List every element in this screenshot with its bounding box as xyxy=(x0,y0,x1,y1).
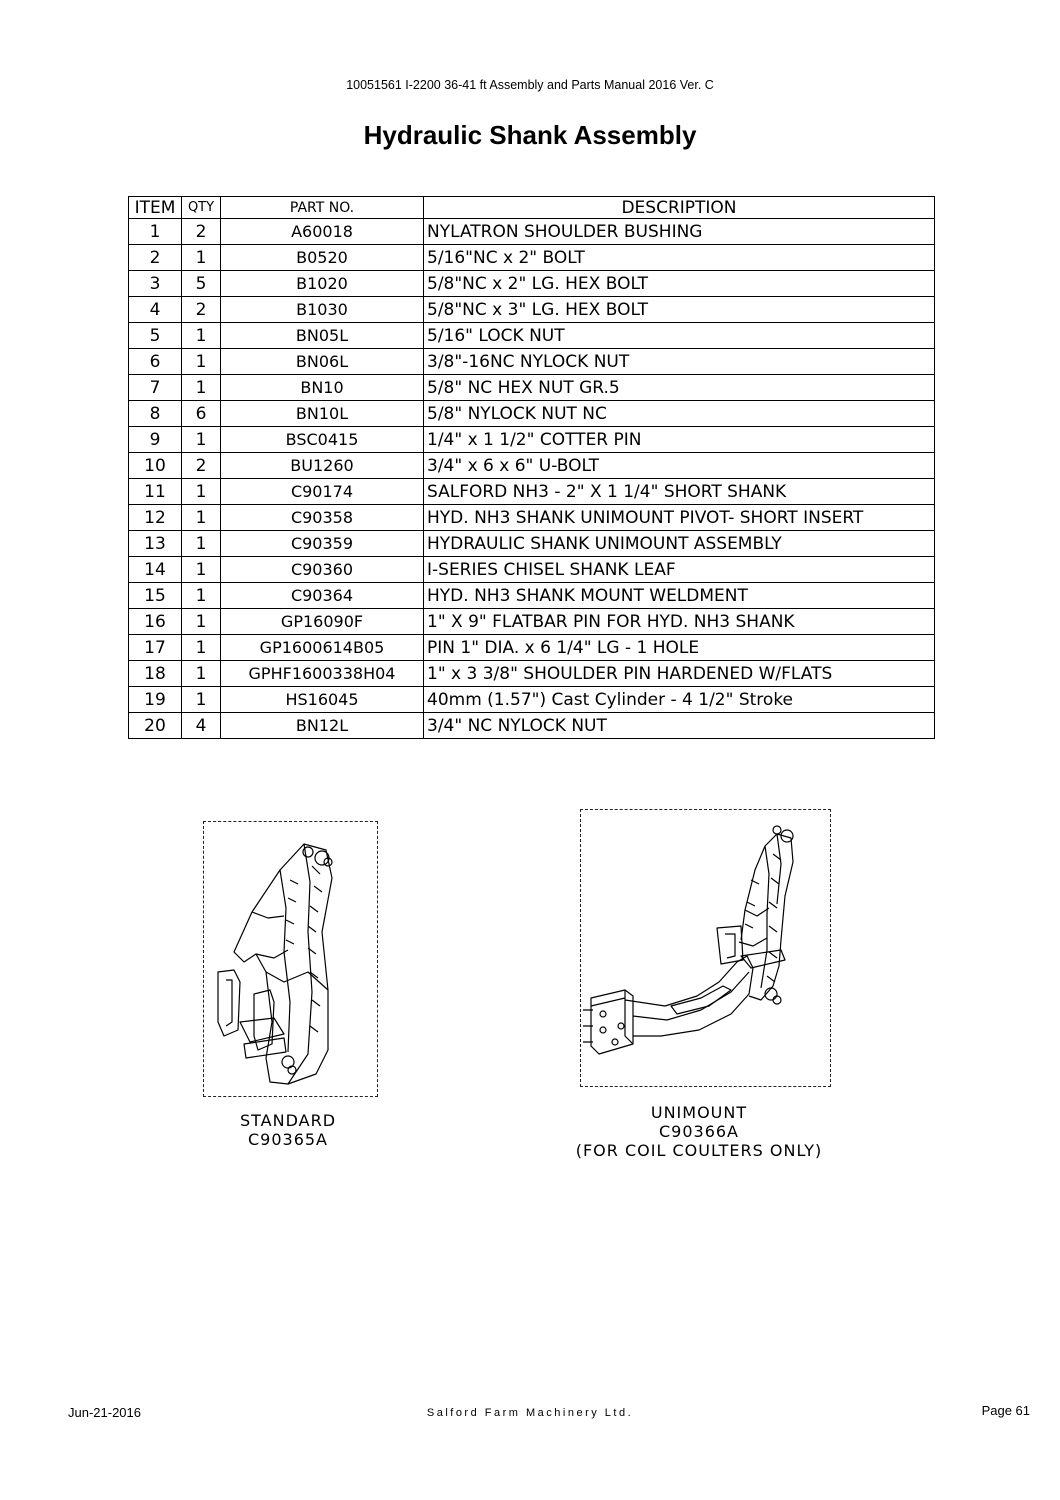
description-cell: 5/16"NC x 2" BOLT xyxy=(424,245,935,271)
qty-cell: 1 xyxy=(182,531,221,557)
table-row xyxy=(129,557,935,583)
qty-cell: 1 xyxy=(182,505,221,531)
description-cell: NYLATRON SHOULDER BUSHING xyxy=(424,219,935,245)
standard-drawing-caption xyxy=(188,1111,388,1149)
part-number-cell: A60018 xyxy=(221,219,424,245)
table-row xyxy=(129,323,935,349)
item-cell: 11 xyxy=(129,479,182,505)
item-cell: 5 xyxy=(129,323,182,349)
qty-cell: 1 xyxy=(182,583,221,609)
part-number-cell: C90364 xyxy=(221,583,424,609)
description-cell: 5/8"NC x 2" LG. HEX BOLT xyxy=(424,271,935,297)
unimount-shank-drawing xyxy=(580,809,831,1087)
table-row xyxy=(129,661,935,687)
part-number-cell: C90360 xyxy=(221,557,424,583)
description-cell: 3/4" NC NYLOCK NUT xyxy=(424,713,935,739)
item-cell: 19 xyxy=(129,687,182,713)
table-row xyxy=(129,245,935,271)
table-row xyxy=(129,297,935,323)
description-cell: SALFORD NH3 - 2" X 1 1/4" SHORT SHANK xyxy=(424,479,935,505)
item-cell: 17 xyxy=(129,635,182,661)
part-number-cell: BN12L xyxy=(221,713,424,739)
part-number-cell: B1030 xyxy=(221,297,424,323)
qty-cell: 1 xyxy=(182,375,221,401)
qty-cell: 1 xyxy=(182,349,221,375)
table-row xyxy=(129,271,935,297)
standard-shank-drawing xyxy=(203,821,378,1097)
table-row xyxy=(129,635,935,661)
column-header-qty: QTY xyxy=(182,197,221,219)
parts-table xyxy=(128,196,935,739)
part-number-cell: BN10 xyxy=(221,375,424,401)
footer-company: Salford Farm Machinery Ltd. xyxy=(426,1407,634,1419)
item-cell: 4 xyxy=(129,297,182,323)
part-number-cell: C90358 xyxy=(221,505,424,531)
description-cell: HYD. NH3 SHANK MOUNT WELDMENT xyxy=(424,583,935,609)
item-cell: 8 xyxy=(129,401,182,427)
document-header: 10051561 I-2200 36-41 ft Assembly and Parts Manual 2016 Ver. C xyxy=(346,78,714,92)
qty-cell: 1 xyxy=(182,427,221,453)
table-row xyxy=(129,375,935,401)
qty-cell: 1 xyxy=(182,479,221,505)
column-header-part-no: PART NO. xyxy=(221,197,424,219)
part-number-cell: BN05L xyxy=(221,323,424,349)
description-cell: HYD. NH3 SHANK UNIMOUNT PIVOT- SHORT INSERT xyxy=(424,505,935,531)
item-cell: 15 xyxy=(129,583,182,609)
qty-cell: 1 xyxy=(182,635,221,661)
qty-cell: 1 xyxy=(182,661,221,687)
footer-date: Jun-21-2016 xyxy=(68,1405,141,1420)
description-cell: 5/8"NC x 3" LG. HEX BOLT xyxy=(424,297,935,323)
description-cell: I-SERIES CHISEL SHANK LEAF xyxy=(424,557,935,583)
qty-cell: 5 xyxy=(182,271,221,297)
table-row xyxy=(129,583,935,609)
table-row xyxy=(129,687,935,713)
part-number-cell: GP16090F xyxy=(221,609,424,635)
column-header-item: ITEM xyxy=(129,197,182,219)
part-number-cell: B0520 xyxy=(221,245,424,271)
item-cell: 7 xyxy=(129,375,182,401)
description-cell: 3/4" x 6 x 6" U-BOLT xyxy=(424,453,935,479)
description-cell: PIN 1" DIA. x 6 1/4" LG - 1 HOLE xyxy=(424,635,935,661)
table-row xyxy=(129,453,935,479)
table-row xyxy=(129,349,935,375)
part-number-cell: BU1260 xyxy=(221,453,424,479)
description-cell: 1" x 3 3/8" SHOULDER PIN HARDENED W/FLATS xyxy=(424,661,935,687)
description-cell: 1" X 9" FLATBAR PIN FOR HYD. NH3 SHANK xyxy=(424,609,935,635)
item-cell: 16 xyxy=(129,609,182,635)
qty-cell: 1 xyxy=(182,557,221,583)
table-row xyxy=(129,713,935,739)
part-number-cell: HS16045 xyxy=(221,687,424,713)
unimount-caption-name: UNIMOUNT xyxy=(650,1103,748,1122)
qty-cell: 1 xyxy=(182,245,221,271)
table-row xyxy=(129,531,935,557)
part-number-cell: BN06L xyxy=(221,349,424,375)
column-header-description: DESCRIPTION xyxy=(424,197,935,219)
part-number-cell: BN10L xyxy=(221,401,424,427)
unimount-drawing-caption xyxy=(540,1103,858,1160)
item-cell: 12 xyxy=(129,505,182,531)
unimount-caption-part-number: C90366A xyxy=(658,1122,739,1141)
description-cell: 5/8" NYLOCK NUT NC xyxy=(424,401,935,427)
page-title: Hydraulic Shank Assembly xyxy=(363,120,697,150)
qty-cell: 2 xyxy=(182,453,221,479)
qty-cell: 2 xyxy=(182,297,221,323)
item-cell: 20 xyxy=(129,713,182,739)
part-number-cell: BSC0415 xyxy=(221,427,424,453)
table-row xyxy=(129,609,935,635)
description-cell: 5/8" NC HEX NUT GR.5 xyxy=(424,375,935,401)
item-cell: 6 xyxy=(129,349,182,375)
footer-page-number: Page 61 xyxy=(981,1403,1030,1418)
standard-caption-part-number: C90365A xyxy=(247,1130,328,1149)
table-row xyxy=(129,427,935,453)
part-number-cell: C90174 xyxy=(221,479,424,505)
part-number-cell: B1020 xyxy=(221,271,424,297)
description-cell: 1/4" x 1 1/2" COTTER PIN xyxy=(424,427,935,453)
standard-caption-name: STANDARD xyxy=(239,1111,337,1130)
part-number-cell: GPHF1600338H04 xyxy=(221,661,424,687)
description-cell: 3/8"-16NC NYLOCK NUT xyxy=(424,349,935,375)
qty-cell: 4 xyxy=(182,713,221,739)
description-cell: 40mm (1.57") Cast Cylinder - 4 1/2" Stroke xyxy=(424,687,935,713)
unimount-caption-note: (FOR COIL COULTERS ONLY) xyxy=(575,1141,823,1160)
qty-cell: 1 xyxy=(182,609,221,635)
item-cell: 13 xyxy=(129,531,182,557)
table-row xyxy=(129,401,935,427)
item-cell: 9 xyxy=(129,427,182,453)
description-cell: HYDRAULIC SHANK UNIMOUNT ASSEMBLY xyxy=(424,531,935,557)
part-number-cell: C90359 xyxy=(221,531,424,557)
table-row xyxy=(129,479,935,505)
table-row xyxy=(129,505,935,531)
qty-cell: 2 xyxy=(182,219,221,245)
description-cell: 5/16" LOCK NUT xyxy=(424,323,935,349)
part-number-cell: GP1600614B05 xyxy=(221,635,424,661)
item-cell: 18 xyxy=(129,661,182,687)
item-cell: 3 xyxy=(129,271,182,297)
qty-cell: 1 xyxy=(182,323,221,349)
item-cell: 14 xyxy=(129,557,182,583)
qty-cell: 6 xyxy=(182,401,221,427)
table-row xyxy=(129,219,935,245)
table-header-row xyxy=(129,197,935,219)
item-cell: 1 xyxy=(129,219,182,245)
qty-cell: 1 xyxy=(182,687,221,713)
item-cell: 2 xyxy=(129,245,182,271)
item-cell: 10 xyxy=(129,453,182,479)
